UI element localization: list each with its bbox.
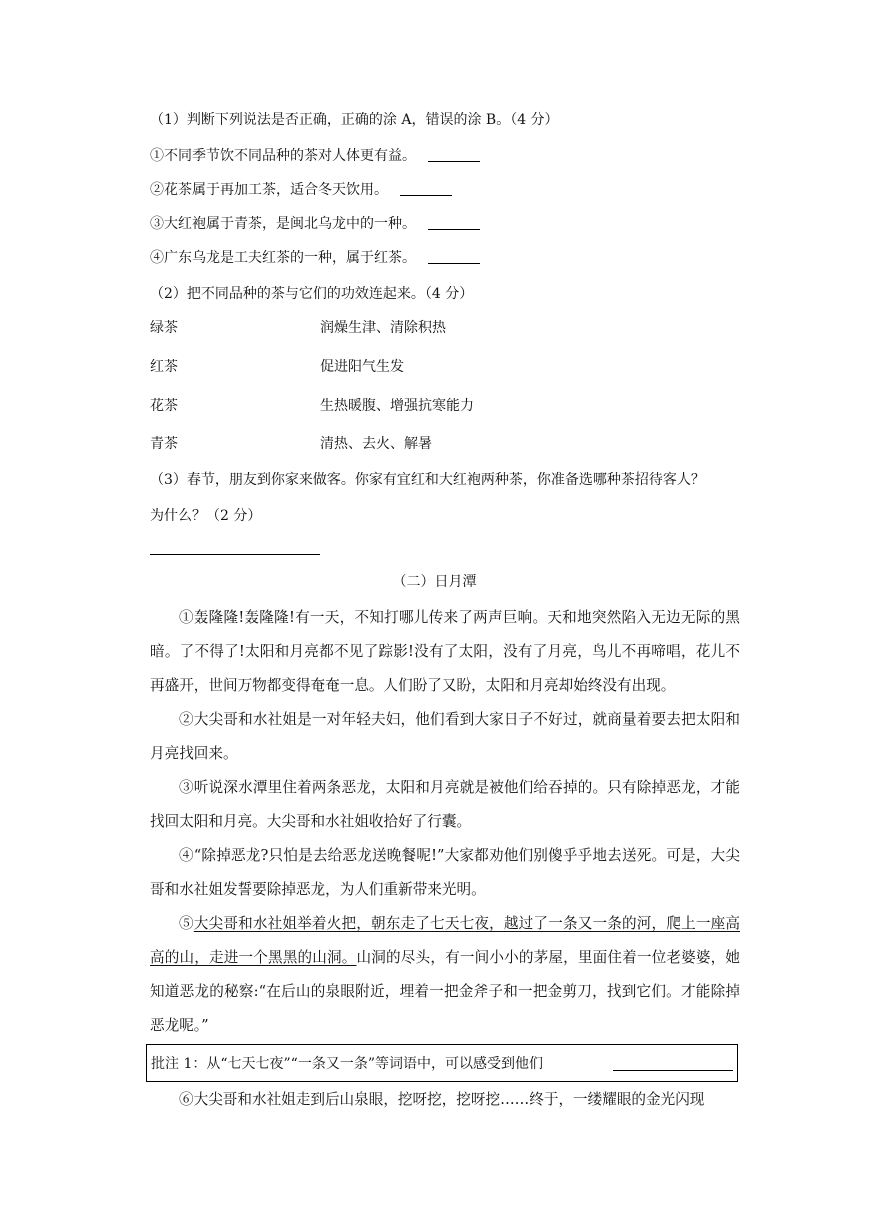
effect-item-4[interactable]: 清热、去火、解暑	[320, 436, 432, 452]
annotation-answer-line[interactable]	[613, 1070, 733, 1071]
statement-4	[150, 248, 480, 268]
paragraph-2: ②大尖哥和水社姐是一对年轻夫妇，他们看到大家日子不好过，就商量着要去把太阳和月亮找回来。	[150, 711, 740, 762]
effect-item-1[interactable]: 润燥生津、清除积热	[320, 320, 446, 336]
statement-2	[150, 180, 452, 200]
paragraph-6: ⑥大尖哥和水社姐走到后山泉眼，挖呀挖，挖呀挖……终于，一缕耀眼的金光闪现	[179, 1091, 705, 1108]
statement-2-text: ②花茶属于再加工茶，适合冬天饮用。	[150, 182, 388, 198]
paragraph-1: ①轰隆隆!轰隆隆!有一天，不知打哪儿传来了两声巨响。天和地突然陷入无边无际的黑暗。了不得了!太阳和月亮都不见了踪影!没有了太阳，没有了月亮，鸟儿不再啼唱，花儿不再盛开，世间万物都变得奄奄一息。人们盼了又盼，太阳和月亮却始终没有出现。	[150, 609, 740, 694]
paragraph-4: ④“除掉恶龙?只怕是去给恶龙送晚餐呢!”大家都劝他们别傻乎乎地去送死。可是，大尖哥和水社姐发誓要除掉恶龙，为人们重新带来光明。	[150, 847, 740, 898]
question-3-prompt-line-2: 为什么？（2 分）	[150, 508, 262, 524]
answer-blank-1[interactable]	[428, 147, 480, 162]
answer-blank-2[interactable]	[400, 181, 452, 196]
question-1-prompt: （1）判断下列说法是否正确，正确的涂 A，错误的涂 B。（4 分）	[150, 112, 559, 128]
paragraph-5-rest: 山洞的尽头，有一间小小的茅屋，里面住着一位老婆婆，她知道恶龙的秘察:“在后山的泉眼附近，埋着一把金斧子和一把金剪刀，找到它们。才能除掉恶龙呢。”	[150, 949, 740, 1034]
question-3-prompt-line-1: （3）春节，朋友到你家来做客。你家有宜红和大红袍两种茶，你准备选哪种茶招待客人？	[150, 472, 705, 488]
paragraph-3: ③听说深水潭里住着两条恶龙，太阳和月亮就是被他们给吞掉的。只有除掉恶龙，才能找回太阳和月亮。大尖哥和水社姐收拾好了行囊。	[150, 779, 740, 830]
annotation-text: 批注 1：从“七天七夜”“一条又一条”等词语中，可以感受到他们	[151, 1056, 543, 1072]
paragraph-5-number: ⑤	[179, 915, 194, 932]
effect-item-3[interactable]: 生热暖腹、增强抗寒能力	[320, 398, 474, 414]
answer-blank-4[interactable]	[428, 249, 480, 264]
tea-item-oolong[interactable]: 青茶	[150, 436, 178, 452]
answer-blank-3[interactable]	[428, 215, 480, 230]
tea-item-black[interactable]: 红茶	[150, 359, 178, 375]
question-3-answer-line[interactable]	[150, 554, 320, 555]
paragraph-5	[150, 907, 740, 1043]
statement-3	[150, 214, 480, 234]
section-title: （二）日月潭	[392, 574, 477, 590]
tea-item-flower[interactable]: 花茶	[150, 398, 178, 414]
statement-3-text: ③大红袍属于青茶，是闽北乌龙中的一种。	[150, 216, 416, 232]
statement-1	[150, 146, 480, 166]
statement-1-text: ①不同季节饮不同品种的茶对人体更有益。	[150, 148, 416, 164]
paragraph-5-underlined: 大尖哥和水社姐举着火把，朝东走了七天七夜，越过了一条又一条的河，爬上一座高高的山，走进一个黑黑的山洞。	[150, 915, 740, 966]
statement-4-text: ④广东乌龙是工夫红茶的一种，属于红茶。	[150, 250, 416, 266]
question-2-prompt: （2）把不同品种的茶与它们的功效连起来。（4 分）	[150, 286, 474, 302]
tea-item-green[interactable]: 绿茶	[150, 320, 178, 336]
annotation-box	[146, 1044, 738, 1082]
effect-item-2[interactable]: 促进阳气生发	[320, 359, 404, 375]
